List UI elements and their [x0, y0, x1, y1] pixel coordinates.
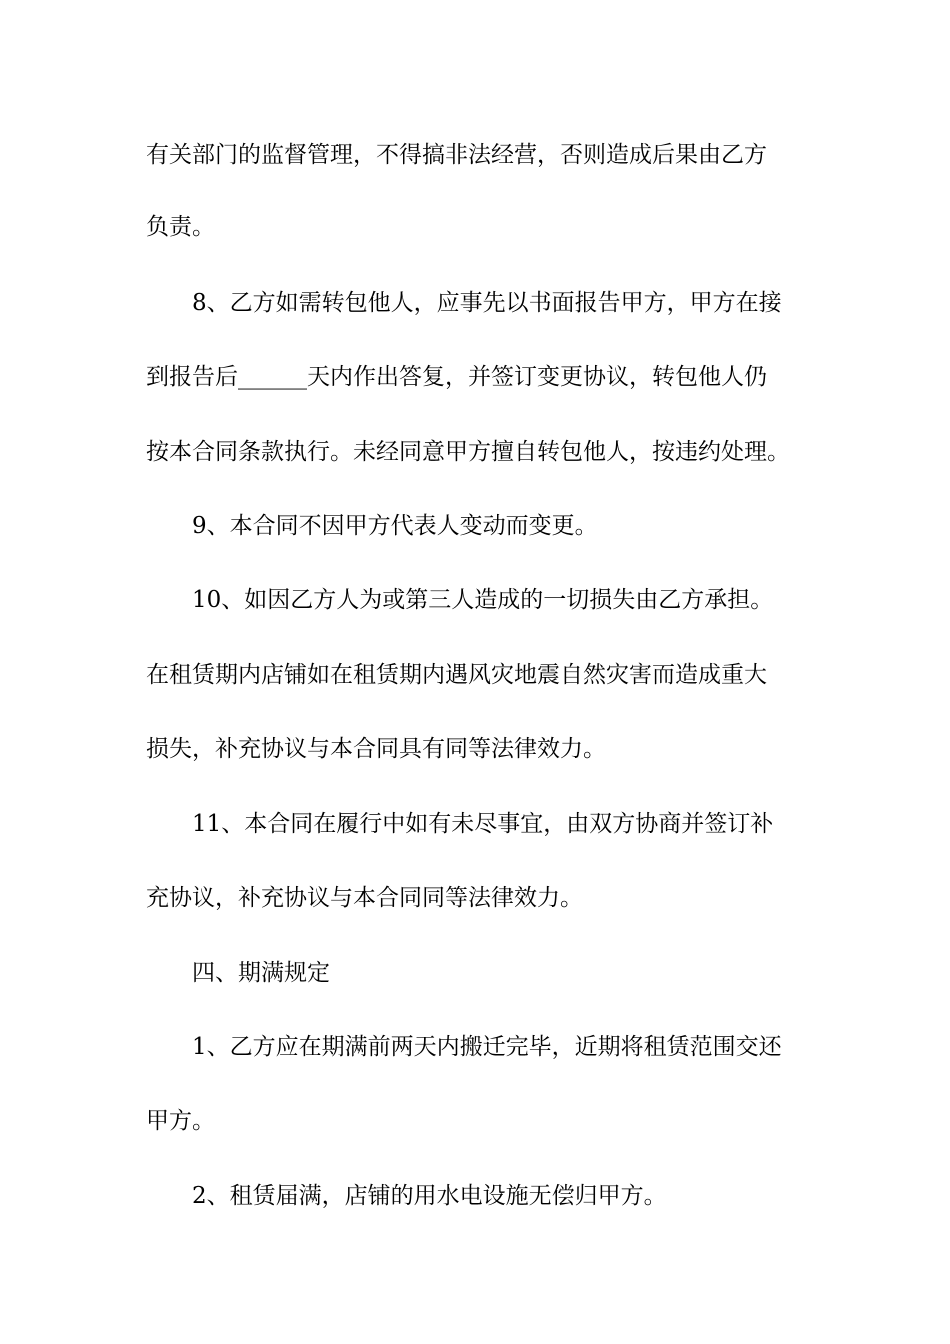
paragraph-8-line: 8、乙方如需转包他人，应事先以书面报告甲方，甲方在接 [192, 290, 782, 316]
text-line: 按本合同条款执行。未经同意甲方擅自转包他人，按违约处理。 [146, 439, 790, 465]
text-line: 甲方。 [146, 1108, 215, 1134]
text-line: 到报告后______天内作出答复，并签订变更协议，转包他人仍 [146, 364, 767, 390]
text-line: 损失，补充协议与本合同具有同等法律效力。 [146, 736, 606, 762]
text-line: 有关部门的监督管理，不得搞非法经营，否则造成后果由乙方 [146, 142, 767, 168]
paragraph-9-line: 9、本合同不因甲方代表人变动而变更。 [192, 513, 598, 539]
paragraph-11-line: 11、本合同在履行中如有未尽事宜，由双方协商并签订补 [192, 811, 774, 837]
text-line: 负责。 [146, 214, 215, 240]
text-line: 充协议，补充协议与本合同同等法律效力。 [146, 885, 583, 911]
section-heading: 四、期满规定 [192, 960, 330, 986]
paragraph-1-line: 1、乙方应在期满前两天内搬迁完毕，近期将租赁范围交还 [192, 1034, 782, 1060]
paragraph-2-line: 2、租赁届满，店铺的用水电设施无偿归甲方。 [192, 1183, 667, 1209]
text-line: 在租赁期内店铺如在租赁期内遇风灾地震自然灾害而造成重大 [146, 662, 767, 688]
paragraph-10-line: 10、如因乙方人为或第三人造成的一切损失由乙方承担。 [192, 587, 774, 613]
